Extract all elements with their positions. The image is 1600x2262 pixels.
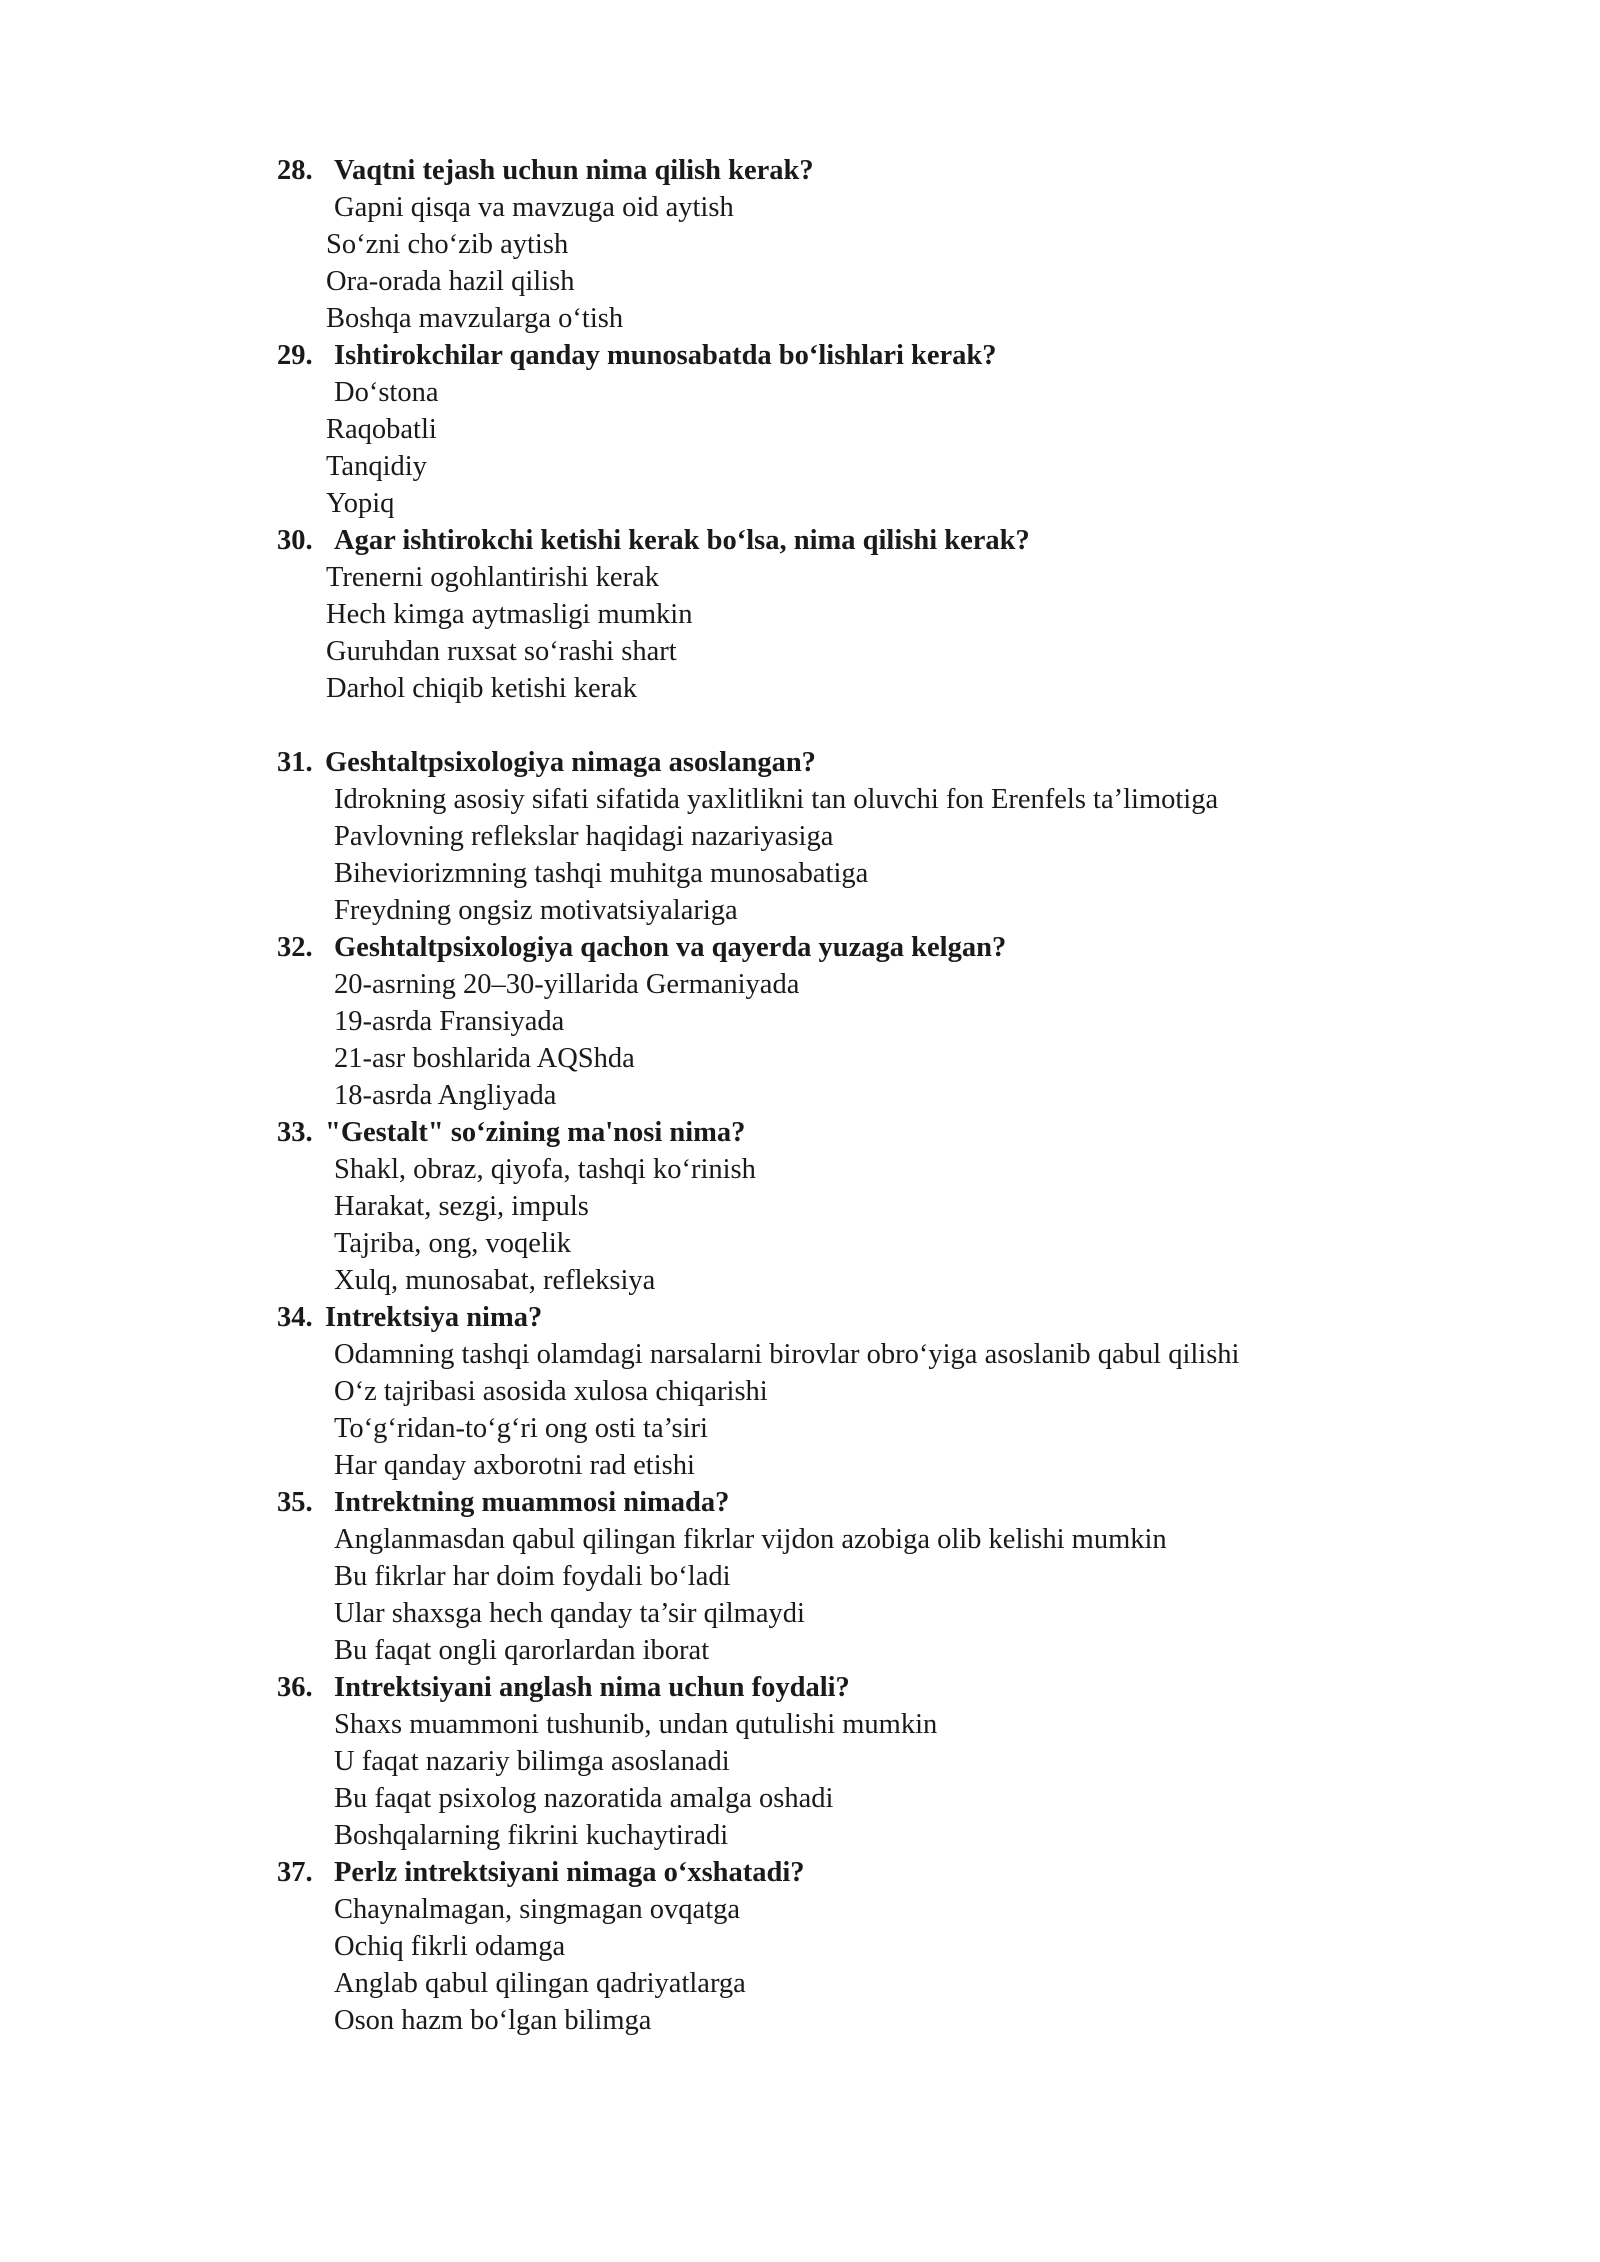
question-text: Intrektsiya nima? [325, 1302, 543, 1333]
answer-option: 18-asrda Angliyada [334, 1080, 557, 1111]
question-number: 29. [277, 340, 313, 371]
answer-option: Odamning tashqi olamdagi narsalarni birovlar obro‘yiga asoslanib qabul qilishi [334, 1339, 1240, 1370]
answer-option: 19-asrda Fransiyada [334, 1006, 565, 1037]
question-block [277, 1669, 1457, 1854]
question-list [277, 152, 1457, 2039]
question-block [277, 522, 1457, 707]
answer-option: Darhol chiqib ketishi kerak [326, 673, 638, 704]
question-heading [277, 522, 1457, 559]
question-block [277, 1854, 1457, 2039]
question-heading [277, 1299, 1457, 1336]
answer-option: Trenerni ogohlantirishi kerak [326, 562, 659, 593]
question-block [277, 152, 1457, 337]
answer-option: Guruhdan ruxsat so‘rashi shart [326, 636, 677, 667]
answer-option: Ular shaxsga hech qanday ta’sir qilmaydi [334, 1598, 805, 1629]
question-text: Perlz intrektsiyani nimaga o‘xshatadi? [334, 1857, 805, 1888]
question-heading [277, 929, 1457, 966]
answer-option: Boshqalarning fikrini kuchaytiradi [334, 1820, 729, 1851]
question-block [277, 1484, 1457, 1669]
answer-option: Har qanday axborotni rad etishi [334, 1450, 695, 1481]
question-heading [277, 744, 1457, 781]
answer-option: Xulq, munosabat, refleksiya [334, 1265, 656, 1296]
question-block [277, 744, 1457, 929]
answer-option: Ochiq fikrli odamga [334, 1931, 566, 1962]
question-heading [277, 337, 1457, 374]
question-number: 36. [277, 1672, 313, 1703]
question-number: 33. [277, 1117, 313, 1148]
question-block [277, 1114, 1457, 1299]
question-number: 35. [277, 1487, 313, 1518]
answer-option: Tajriba, ong, voqelik [334, 1228, 572, 1259]
answer-option: Chaynalmagan, singmagan ovqatga [334, 1894, 741, 1925]
answer-option: Do‘stona [334, 377, 439, 408]
question-heading [277, 1854, 1457, 1891]
question-number: 34. [277, 1302, 313, 1333]
answer-option: Shakl, obraz, qiyofa, tashqi ko‘rinish [334, 1154, 756, 1185]
answer-option: Bu fikrlar har doim foydali bo‘ladi [334, 1561, 731, 1592]
answer-option: Anglab qabul qilingan qadriyatlarga [334, 1968, 746, 1999]
answer-option: Freydning ongsiz motivatsiyalariga [334, 895, 738, 926]
question-text: Intrektsiyani anglash nima uchun foydali? [334, 1672, 850, 1703]
answer-option: Yopiq [326, 488, 395, 519]
answer-option: Idrokning asosiy sifati sifatida yaxlitlikni tan oluvchi fon Erenfels ta’limotiga [334, 784, 1219, 815]
question-text: Agar ishtirokchi ketishi kerak bo‘lsa, nima qilishi kerak? [334, 525, 1030, 556]
answer-option: 20-asrning 20–30-yillarida Germaniyada [334, 969, 800, 1000]
answer-option: U faqat nazariy bilimga asoslanadi [334, 1746, 730, 1777]
answer-option: Bu faqat psixolog nazoratida amalga oshadi [334, 1783, 834, 1814]
question-number: 30. [277, 525, 313, 556]
answer-option: Biheviorizmning tashqi muhitga munosabatiga [334, 858, 869, 889]
question-heading [277, 152, 1457, 189]
answer-option: Raqobatli [326, 414, 437, 445]
answer-option: Bu faqat ongli qarorlardan iborat [334, 1635, 710, 1666]
question-number: 31. [277, 747, 313, 778]
answer-option: Harakat, sezgi, impuls [334, 1191, 589, 1222]
question-heading [277, 1114, 1457, 1151]
question-block [277, 929, 1457, 1114]
question-text: Vaqtni tejash uchun nima qilish kerak? [334, 155, 814, 186]
question-block [277, 1299, 1457, 1484]
question-text: Intrektning muammosi nimada? [334, 1487, 730, 1518]
answer-option: Tanqidiy [326, 451, 427, 482]
question-heading [277, 1484, 1457, 1521]
question-number: 28. [277, 155, 313, 186]
question-text: Ishtirokchilar qanday munosabatda bo‘lishlari kerak? [334, 340, 997, 371]
question-heading [277, 1669, 1457, 1706]
question-number: 32. [277, 932, 313, 963]
section-spacer [277, 707, 1457, 744]
question-text: "Gestalt" so‘zining ma'nosi nima? [325, 1117, 746, 1148]
answer-option: Oson hazm bo‘lgan bilimga [334, 2005, 652, 2036]
answer-option: Anglanmasdan qabul qilingan fikrlar vijdon azobiga olib kelishi mumkin [334, 1524, 1167, 1555]
question-number: 37. [277, 1857, 313, 1888]
answer-option: 21-asr boshlarida AQShda [334, 1043, 635, 1074]
question-text: Geshtaltpsixologiya nimaga asoslangan? [325, 747, 816, 778]
question-block [277, 337, 1457, 522]
answer-option: Pavlovning reflekslar haqidagi nazariyasiga [334, 821, 834, 852]
answer-option: Shaxs muammoni tushunib, undan qutulishi mumkin [334, 1709, 938, 1740]
answer-option: So‘zni cho‘zib aytish [326, 229, 569, 260]
answer-option: To‘g‘ridan-to‘g‘ri ong osti ta’siri [334, 1413, 708, 1444]
answer-option: Hech kimga aytmasligi mumkin [326, 599, 693, 630]
answer-option: Ora-orada hazil qilish [326, 266, 575, 297]
answer-option: Boshqa mavzularga o‘tish [326, 303, 624, 334]
answer-option: Gapni qisqa va mavzuga oid aytish [334, 192, 734, 223]
answer-option: O‘z tajribasi asosida xulosa chiqarishi [334, 1376, 768, 1407]
question-text: Geshtaltpsixologiya qachon va qayerda yuzaga kelgan? [334, 932, 1007, 963]
